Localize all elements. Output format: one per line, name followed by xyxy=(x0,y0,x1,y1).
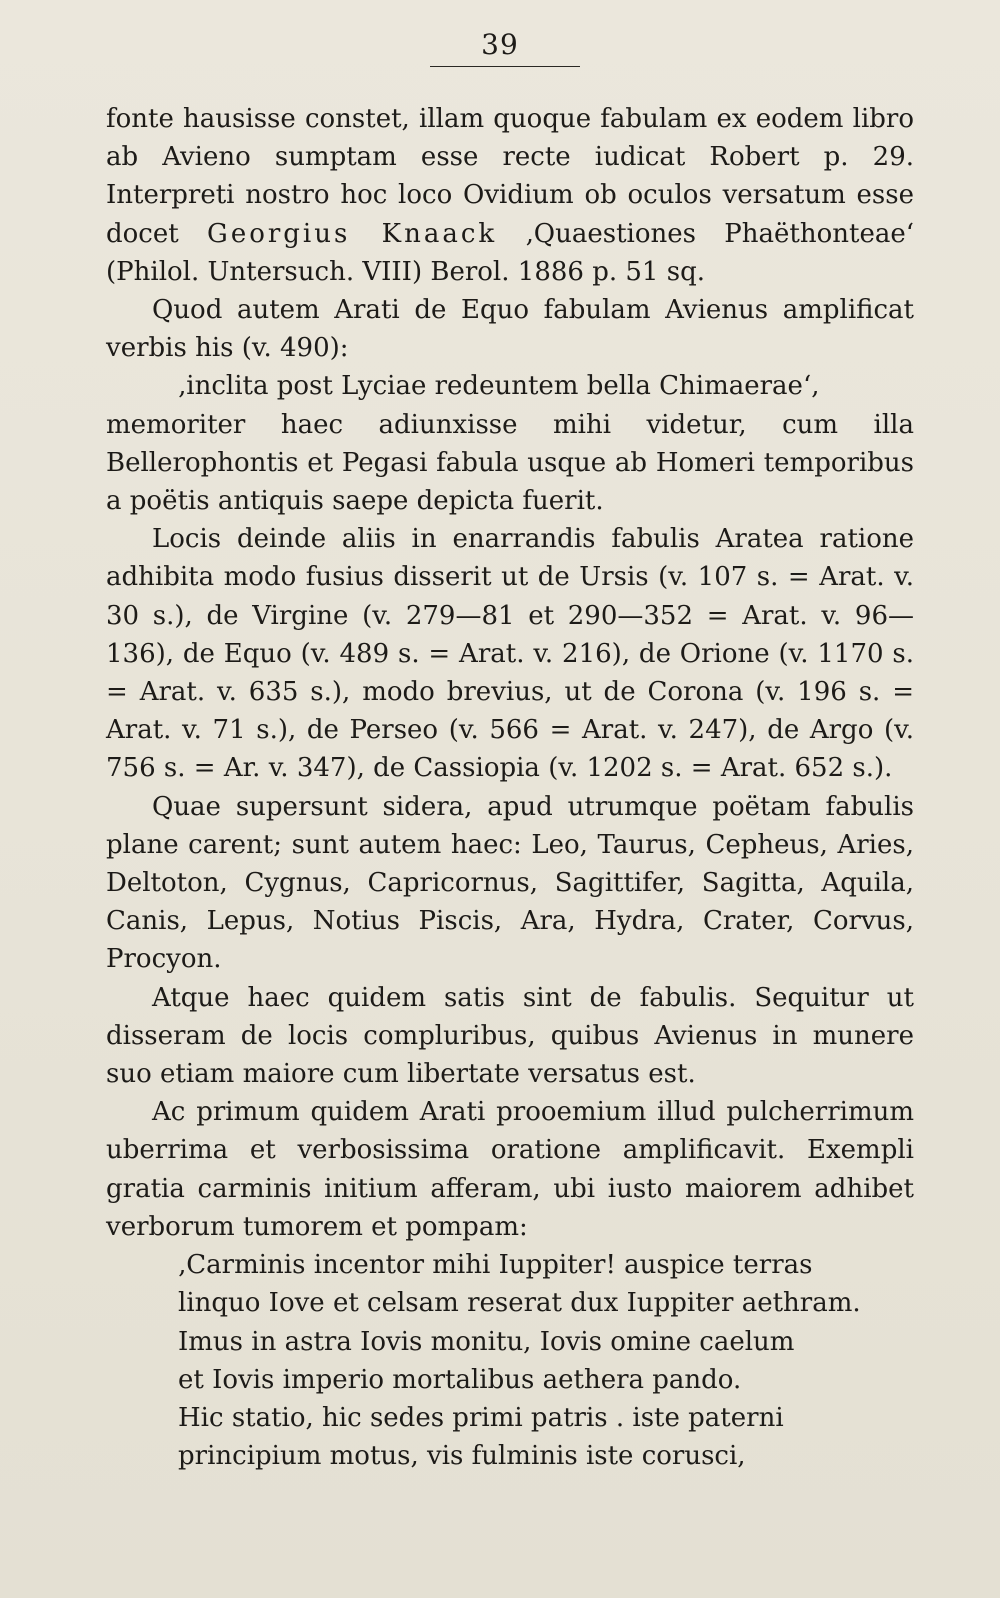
verse-line: linquo Iove et celsam reserat dux Iuppiter aethram. xyxy=(178,1288,861,1319)
text-body xyxy=(106,100,914,1475)
verse-line: Imus in astra Iovis monitu, Iovis omine caelum xyxy=(178,1326,795,1357)
verse-line: et Iovis imperio mortalibus aethera pando. xyxy=(178,1364,742,1395)
verse-line: ‚Carminis incentor mihi Iuppiter! auspice terras xyxy=(178,1250,813,1281)
paragraph-4: Locis deinde aliis in enarrandis fabulis Aratea ratione adhibita modo fusius disserit ut de Ursis (v. 107 s. = Arat. v. 30 s.), de Virgine (v. 279—81 et 290—352 = Arat. v. 96—136), de Equo (v. 489 s. = Arat. v. 216), de Orione (v. 1170 s. = Arat. v. 635 s.), modo brevius, ut de Corona (v. 196 s. = Arat. v. 71 s.), de Perseo (v. 566 = Arat. v. 247), de Argo (v. 756 s. = Ar. v. 347), de Cassiopia (v. 1202 s. = Arat. 652 s.). xyxy=(106,524,914,784)
verse-line: principium motus, vis fulminis iste corusci, xyxy=(178,1441,746,1472)
paragraph-1-end: ‚Quaestiones Phaëthonteae‘ (Philol. Untersuch. VIII) Berol. 1886 p. 51 sq. xyxy=(106,218,915,287)
paragraph-5: Quae supersunt sidera, apud utrumque poëtam fabulis plane carent; sunt autem haec: Leo, Taurus, Cepheus, Aries, Deltoton, Cygnus, Capricornus, Sagittifer, Sagitta, Aquila, Canis, Lepus, Notius Piscis, Ara, Hydra, Crater, Corvus, Procyon. xyxy=(106,791,914,975)
paragraph-7: Ac primum quidem Arati prooemium illud pulcherrimum uberrima et verbosissima oratione amplificavit. Exempli gratia carminis initium afferam, ubi iusto maiorem adhibet verborum tumorem et pompam: xyxy=(106,1097,914,1242)
page-number: 39 xyxy=(481,28,519,61)
quote-line: ‚inclita post Lyciae redeuntem bella Chimaerae‘, xyxy=(178,371,820,402)
paragraph-3: memoriter haec adiunxisse mihi videtur, cum illa Bellerophontis et Pegasi fabula usque ab Homeri temporibus a poëtis antiquis saepe depicta fuerit. xyxy=(106,409,914,517)
paragraph-1 xyxy=(106,100,914,291)
paragraph-1-text: fonte hausisse constet, illam quoque fabulam ex eodem libro ab Avieno sumptam esse recte iudicat Robert p. 29. Interpreti nostro hoc loco Ovidium ob oculos versatum esse docet xyxy=(106,104,914,249)
author-name: Georgius Knaack xyxy=(207,218,498,249)
verse-line: Hic statio, hic sedes primi patris . iste paterni xyxy=(178,1402,784,1433)
paragraph-2: Quod autem Arati de Equo fabulam Avienus amplificat verbis his (v. 490): xyxy=(106,295,914,364)
header-rule xyxy=(430,66,580,67)
paragraph-6: Atque haec quidem satis sint de fabulis. Sequitur ut disseram de locis compluribus, quibus Avienus in munere suo etiam maiore cum libertate versatus est. xyxy=(106,982,914,1090)
